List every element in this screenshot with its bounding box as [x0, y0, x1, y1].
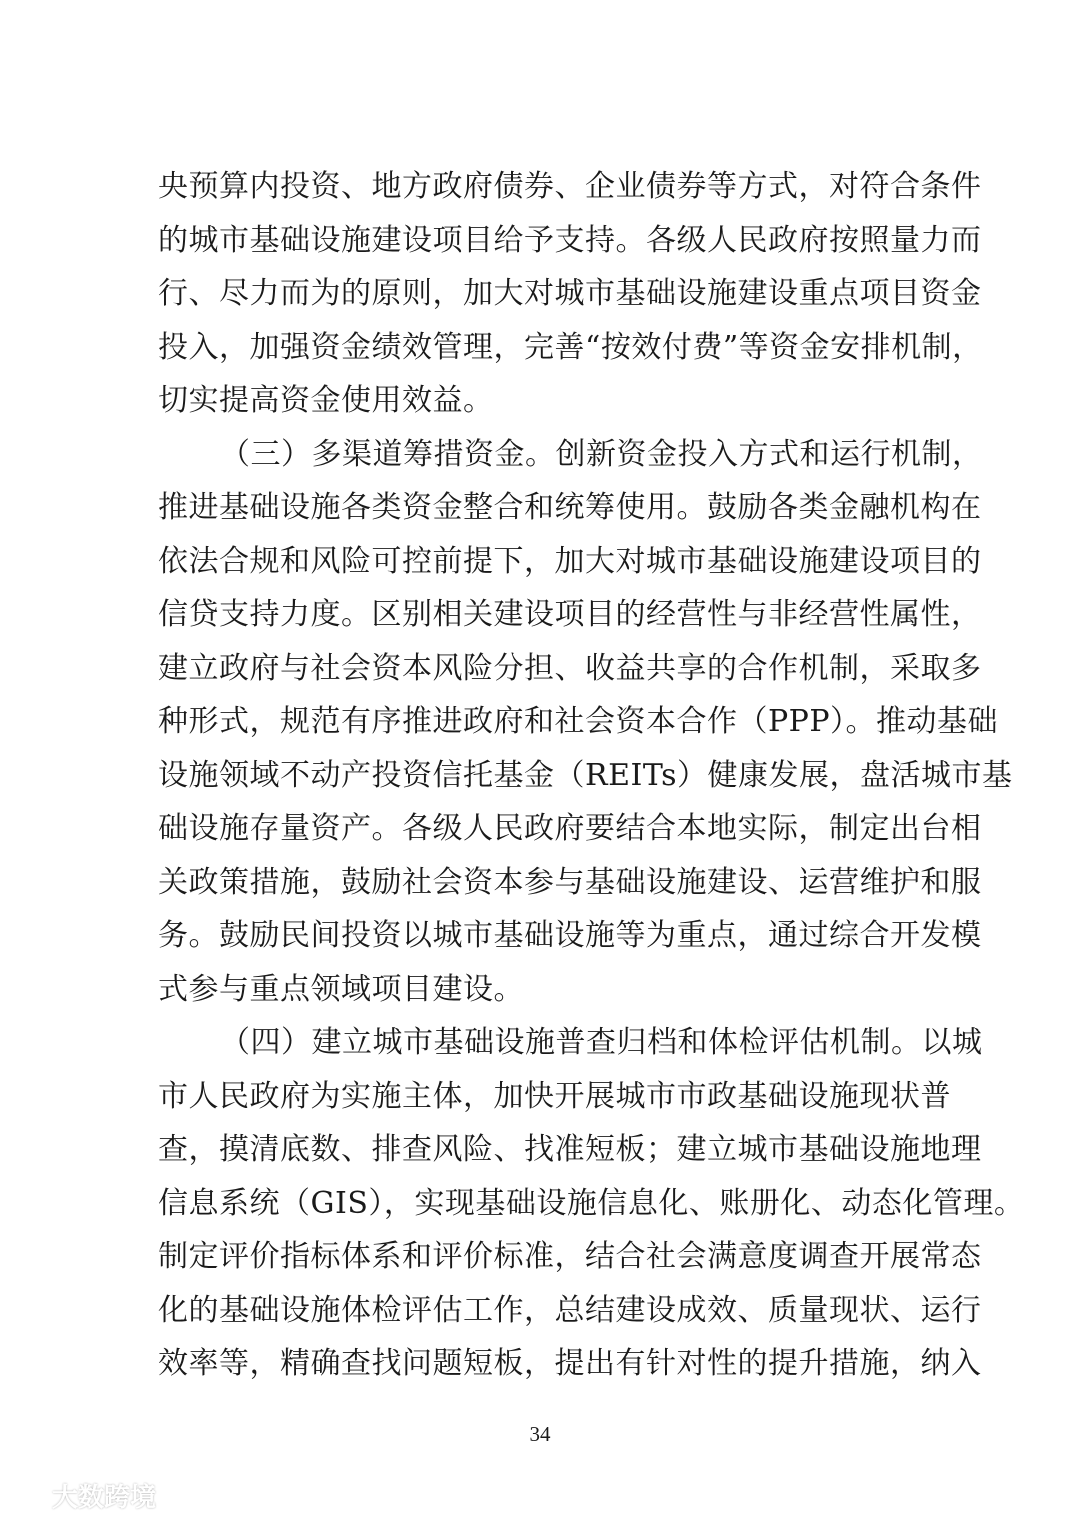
section-heading-line: （三）多渠道筹措资金。创新资金投入方式和运行机制， — [220, 436, 983, 472]
text-line: 制定评价指标体系和评价标准，结合社会满意度调查开展常态 — [158, 1239, 982, 1274]
text-line: 查，摸清底数、排查风险、找准短板；建立城市基础设施地理 — [158, 1132, 982, 1167]
text-line: 式参与重点领域项目建设。 — [158, 971, 524, 1007]
text-line: 央预算内投资、地方政府债券、企业债券等方式，对符合条件 — [158, 169, 982, 204]
text-line: 础设施存量资产。各级人民政府要结合本地实际，制定出台相 — [158, 811, 982, 846]
watermark — [12, 1478, 156, 1512]
text-line: 关政策措施，鼓励社会资本参与基础设施建设、运营维护和服 — [158, 864, 982, 900]
text-line: 化的基础设施体检评估工作，总结建设成效、质量现状、运行 — [158, 1292, 982, 1328]
text-line: 推进基础设施各类资金整合和统筹使用。鼓励各类金融机构在 — [158, 490, 982, 525]
text-line: 市人民政府为实施主体，加快开展城市市政基础设施现状普 — [158, 1078, 951, 1114]
text-line: 种形式，规范有序推进政府和社会资本合作（PPP）。推动基础 — [158, 704, 999, 739]
text-line: 设施领域不动产投资信托基金（REITs）健康发展，盘活城市基 — [158, 757, 1013, 793]
text-line: 信息系统（GIS），实现基础设施信息化、账册化、动态化管理。 — [158, 1185, 1025, 1221]
text-line: 行、尽力而为的原则，加大对城市基础设施建设重点项目资金 — [158, 276, 982, 311]
text-line: 建立政府与社会资本风险分担、收益共享的合作机制，采取多 — [158, 650, 982, 686]
weibo-logo-icon — [12, 1480, 46, 1510]
text-line: 投入，加强资金绩效管理，完善“按效付费”等资金安排机制， — [158, 329, 983, 365]
page-number: 34 — [529, 1422, 551, 1446]
text-line: 切实提高资金使用效益。 — [158, 383, 494, 418]
body-text — [158, 160, 1025, 1391]
text-line: 务。鼓励民间投资以城市基础设施等为重点，通过综合开发模 — [158, 918, 982, 953]
section-heading-line: （四）建立城市基础设施普查归档和体检评估机制。以城 — [220, 1025, 983, 1060]
text-line: 的城市基础设施建设项目给予支持。各级人民政府按照量力而 — [158, 222, 982, 258]
watermark-text: 大数跨境 — [52, 1482, 157, 1513]
text-line: 信贷支持力度。区别相关建设项目的经营性与非经营性属性， — [158, 597, 982, 632]
text-line: 依法合规和风险可控前提下，加大对城市基础设施建设项目的 — [158, 543, 982, 579]
text-line: 效率等，精确查找问题短板，提出有针对性的提升措施，纳入 — [158, 1346, 982, 1381]
